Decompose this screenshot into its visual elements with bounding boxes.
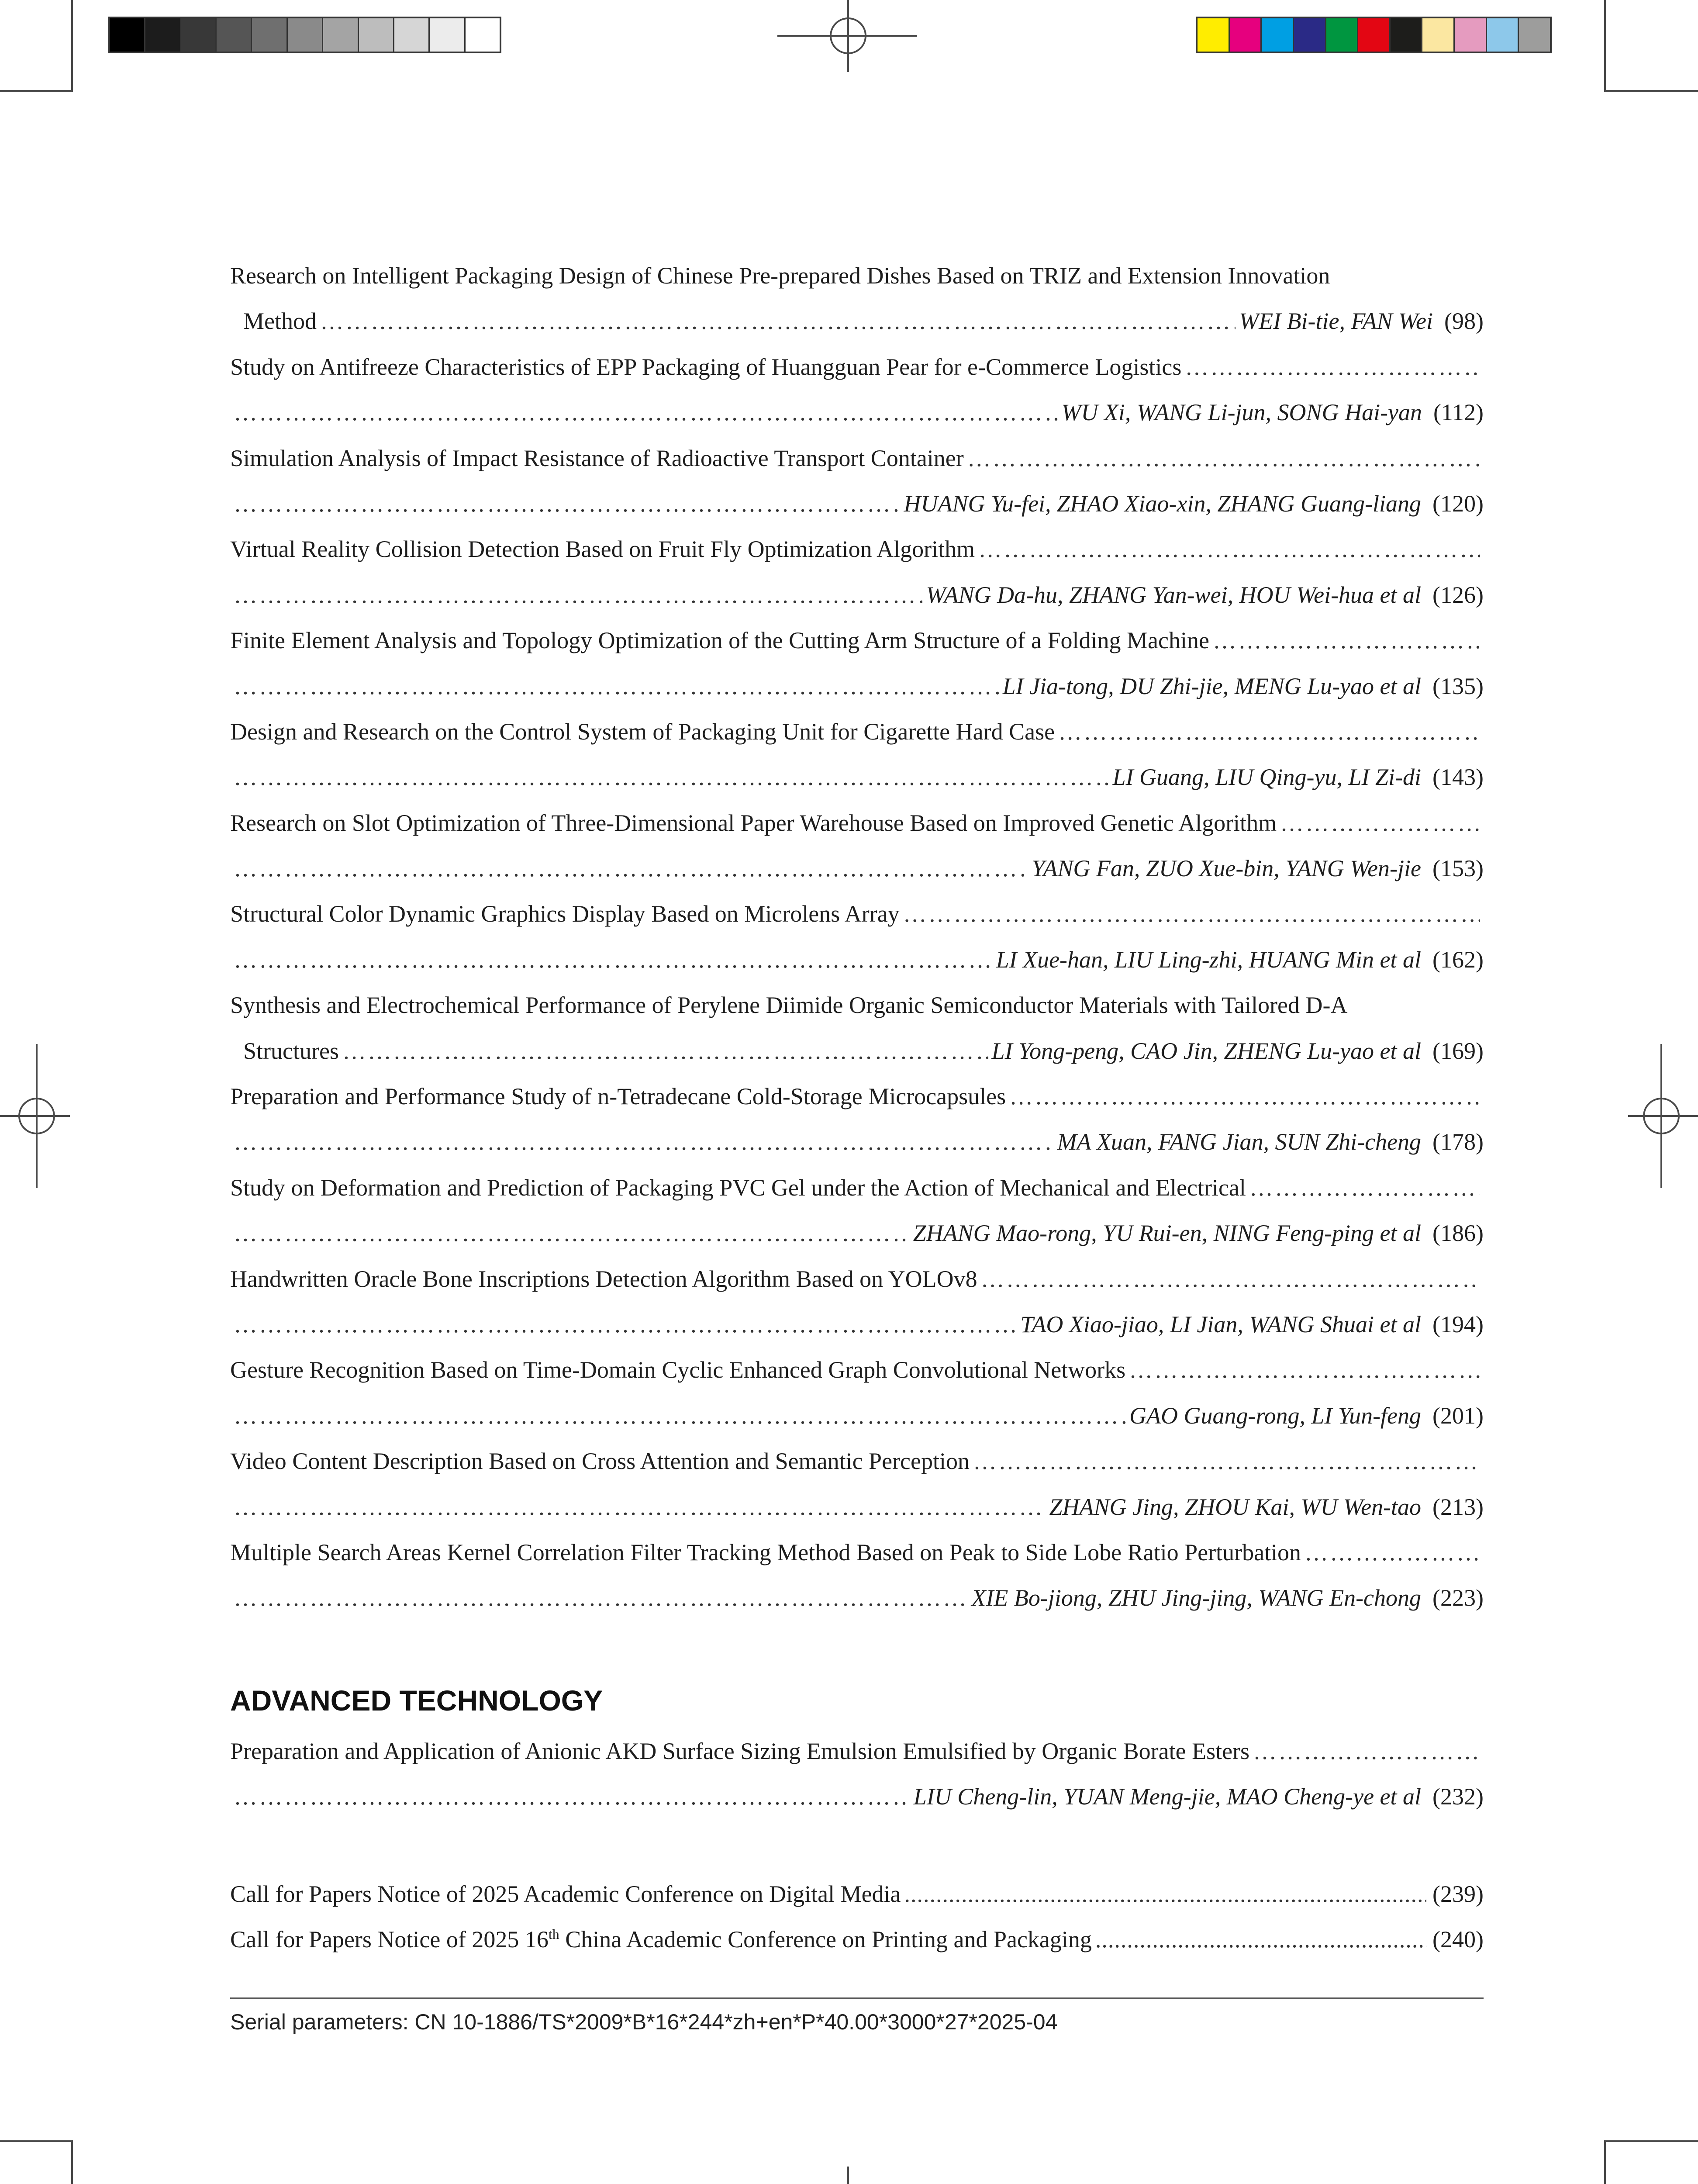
cfp-line (230, 1880, 1484, 1926)
crop-mark (0, 90, 73, 92)
entry-title: Study on Deformation and Prediction of Packaging PVC Gel under the Action of Mechanical and Electrical (230, 1174, 1246, 1201)
entry-authors: LI Guang, LIU Qing-yu, LI Zi-di (1112, 764, 1422, 791)
color-swatch (1262, 18, 1294, 52)
cfp-line (230, 1926, 1484, 1971)
leader-dots (234, 490, 901, 517)
entry-author-line (230, 764, 1484, 809)
gray-calibration-strip (108, 17, 501, 53)
entry-authors: TAO Xiao-jiao, LI Jian, WANG Shuai et al (1020, 1311, 1422, 1337)
leader-dots (1058, 718, 1480, 745)
entry-title: Multiple Search Areas Kernel Correlation Filter Tracking Method Based on Peak to Side Lobe Ratio Perturbation (230, 1539, 1301, 1565)
crop-mark (1604, 0, 1606, 92)
entry-title-line (230, 1539, 1484, 1584)
leader-dots (234, 764, 1109, 791)
leader-dots (234, 1220, 910, 1247)
toc-entry (230, 1265, 1484, 1357)
entry-author-line (230, 308, 1484, 353)
toc-entry (230, 536, 1484, 627)
entry-page: (186) (1432, 1220, 1484, 1247)
entry-page: (98) (1444, 308, 1484, 335)
entry-title: Video Content Description Based on Cross Attention and Semantic Perception (230, 1448, 970, 1475)
entry-title-line (230, 900, 1484, 946)
advanced-technology-list (230, 1738, 1484, 1829)
entry-author-line (230, 1128, 1484, 1174)
entry-page: (135) (1432, 673, 1484, 699)
entry-author-line (230, 1220, 1484, 1265)
entry-authors: WEI Bi-tie, FAN Wei (1239, 308, 1433, 335)
entry-title-line (230, 1174, 1484, 1220)
entry-authors: GAO Guang-rong, LI Yun-feng (1129, 1402, 1422, 1429)
entry-author-line (230, 1402, 1484, 1448)
entry-page: (194) (1432, 1311, 1484, 1337)
entry-title: Synthesis and Electrochemical Performance of Perylene Diimide Organic Semiconductor Materials with Tailored D-A (230, 992, 1348, 1019)
divider (230, 1997, 1484, 1999)
toc-entry (230, 1356, 1484, 1448)
color-swatch (1487, 18, 1519, 52)
crop-mark (1604, 2140, 1606, 2184)
entry-author-line (230, 1584, 1484, 1630)
entry-authors: LIU Cheng-lin, YUAN Meng-jie, MAO Cheng-ye et al (913, 1783, 1422, 1810)
entry-authors: ZHANG Jing, ZHOU Kai, WU Wen-tao (1049, 1493, 1422, 1520)
leader-dots (234, 855, 1028, 882)
toc-entry (230, 1174, 1484, 1265)
entry-title: Finite Element Analysis and Topology Optimization of the Cutting Arm Structure of a Folding Machine (230, 627, 1209, 654)
leader-dots (967, 445, 1480, 472)
entry-title-line (230, 353, 1484, 399)
color-swatch (217, 18, 252, 52)
color-swatch (288, 18, 323, 52)
leader-dots (1009, 1083, 1480, 1110)
entry-page: (153) (1432, 855, 1484, 882)
leader-dots (234, 1311, 1017, 1338)
color-swatch (252, 18, 287, 52)
entry-title: Gesture Recognition Based on Time-Domain Cyclic Enhanced Graph Convolutional Networks (230, 1357, 1126, 1383)
crop-mark (1604, 2140, 1698, 2142)
entry-page: (223) (1432, 1585, 1484, 1611)
entry-title: Virtual Reality Collision Detection Based on Fruit Fly Optimization Algorithm (230, 536, 975, 563)
entry-title-continued: Method (243, 308, 317, 335)
entry-title-line (230, 992, 1484, 1037)
leader-dots (973, 1448, 1480, 1475)
cfp-title (230, 1880, 901, 1908)
entry-title: Handwritten Oracle Bone Inscriptions Detection Algorithm Based on YOLOv8 (230, 1265, 977, 1292)
leader-dots (1185, 353, 1480, 380)
entry-authors: LI Yong-peng, CAO Jin, ZHENG Lu-yao et al (991, 1037, 1422, 1064)
entry-title-line (230, 1356, 1484, 1402)
leader-dots (234, 1128, 1054, 1155)
entry-author-line (230, 946, 1484, 992)
cfp-ordinal: th (548, 1926, 559, 1942)
leader-dots (1280, 809, 1480, 836)
crop-mark (71, 2140, 73, 2184)
entry-page: (178) (1432, 1129, 1484, 1155)
toc-entry (230, 1448, 1484, 1539)
leader-dots (234, 581, 922, 608)
leader-dots (1095, 1926, 1426, 1953)
color-swatch (466, 18, 500, 52)
cfp-title-text: Call for Papers Notice of 2025 16 (230, 1926, 549, 1953)
section-title: ADVANCED TECHNOLOGY (230, 1684, 603, 1717)
leader-dots (342, 1037, 988, 1064)
cfp-title (230, 1926, 1092, 1953)
entry-title-line (230, 1448, 1484, 1493)
entry-title-line (230, 627, 1484, 672)
leader-dots (234, 1584, 968, 1611)
entry-page: (169) (1432, 1037, 1484, 1064)
entry-title: Study on Antifreeze Characteristics of EPP Packaging of Huangguan Pear for e-Commerce Logistics (230, 353, 1182, 380)
leader-dots (1213, 627, 1480, 654)
toc-entry (230, 353, 1484, 445)
entry-author-line (230, 1311, 1484, 1356)
entry-title: Research on Intelligent Packaging Design of Chinese Pre-prepared Dishes Based on TRIZ and Extension Innovation (230, 263, 1330, 289)
toc-entry (230, 627, 1484, 718)
cfp-title-text: Call for Papers Notice of 2025 Academic Conference on Digital Media (230, 1881, 901, 1907)
entry-author-line (230, 581, 1484, 627)
color-swatch (1326, 18, 1359, 52)
entry-author-line (230, 399, 1484, 444)
leader-dots (1305, 1539, 1480, 1566)
crop-mark (0, 2140, 73, 2142)
toc-entry (230, 1738, 1484, 1829)
table-of-contents (230, 262, 1484, 1630)
color-swatch (1230, 18, 1262, 52)
entry-authors: YANG Fan, ZUO Xue-bin, YANG Wen-jie (1032, 855, 1422, 882)
leader-dots (978, 536, 1480, 563)
entry-title-line (230, 1083, 1484, 1128)
entry-author-line (230, 490, 1484, 536)
leader-dots (234, 399, 1058, 426)
leader-dots (234, 1493, 1046, 1521)
entry-author-line (230, 1783, 1484, 1828)
entry-title-line (230, 809, 1484, 855)
entry-title-continued: Structures (243, 1037, 339, 1064)
leader-dots (981, 1265, 1480, 1292)
color-swatch (394, 18, 430, 52)
entry-title: Structural Color Dynamic Graphics Display Based on Microlens Array (230, 901, 900, 927)
entry-title-line (230, 536, 1484, 581)
toc-entry (230, 718, 1484, 809)
entry-title-line (230, 445, 1484, 490)
color-calibration-strip (1196, 17, 1552, 53)
entry-title: Research on Slot Optimization of Three-Dimensional Paper Warehouse Based on Improved Genetic Algorithm (230, 809, 1277, 836)
color-swatch (1519, 18, 1550, 52)
entry-page: (120) (1432, 490, 1484, 517)
entry-title: Design and Research on the Control System of Packaging Unit for Cigarette Hard Case (230, 718, 1055, 745)
entry-authors: HUANG Yu-fei, ZHAO Xiao-xin, ZHANG Guang-liang (904, 490, 1422, 517)
color-swatch (430, 18, 465, 52)
toc-entry (230, 445, 1484, 536)
crop-mark (1604, 90, 1698, 92)
color-swatch (1455, 18, 1487, 52)
leader-dots (1253, 1738, 1480, 1765)
entry-author-line (230, 1493, 1484, 1539)
entry-title-line (230, 262, 1484, 308)
entry-authors: XIE Bo-jiong, ZHU Jing-jing, WANG En-chong (971, 1585, 1422, 1611)
entry-title: Preparation and Application of Anionic AKD Surface Sizing Emulsion Emulsified by Organic Borate Esters (230, 1738, 1250, 1764)
cfp-page: (240) (1432, 1926, 1484, 1953)
entry-authors: ZHANG Mao-rong, YU Rui-en, NING Feng-ping et al (913, 1220, 1422, 1247)
cfp-page: (239) (1432, 1881, 1484, 1907)
toc-entry (230, 262, 1484, 353)
color-swatch (110, 18, 145, 52)
leader-dots (234, 1402, 1126, 1429)
toc-entry (230, 1083, 1484, 1174)
toc-entry (230, 809, 1484, 901)
call-for-papers-list (230, 1880, 1484, 1972)
entry-page: (232) (1432, 1783, 1484, 1810)
crop-mark (71, 0, 73, 92)
color-swatch (323, 18, 359, 52)
entry-author-line (230, 1037, 1484, 1083)
leader-dots (234, 1783, 910, 1810)
color-swatch (1422, 18, 1455, 52)
color-swatch (1198, 18, 1230, 52)
entry-title-line (230, 718, 1484, 764)
leader-dots (904, 1880, 1427, 1908)
cfp-title-text: China Academic Conference on Printing and Packaging (559, 1926, 1092, 1953)
leader-dots (1129, 1356, 1480, 1383)
color-swatch (359, 18, 394, 52)
color-swatch (181, 18, 217, 52)
leader-dots (903, 900, 1480, 927)
entry-page: (112) (1433, 399, 1484, 426)
entry-author-line (230, 855, 1484, 900)
leader-dots (320, 308, 1236, 335)
toc-entry (230, 900, 1484, 992)
color-swatch (145, 18, 181, 52)
color-swatch (1294, 18, 1326, 52)
entry-authors: LI Jia-tong, DU Zhi-jie, MENG Lu-yao et al (1002, 673, 1422, 699)
entry-page: (126) (1432, 581, 1484, 608)
entry-page: (213) (1432, 1493, 1484, 1520)
entry-page: (201) (1432, 1402, 1484, 1429)
entry-author-line (230, 673, 1484, 718)
entry-authors: WANG Da-hu, ZHANG Yan-wei, HOU Wei-hua et al (926, 581, 1422, 608)
entry-authors: LI Xue-han, LIU Ling-zhi, HUANG Min et al (996, 946, 1422, 973)
serial-parameters: Serial parameters: CN 10-1886/TS*2009*B*16*244*zh+en*P*40.00*3000*27*2025-04 (230, 2010, 1058, 2034)
toc-entry (230, 1539, 1484, 1630)
entry-title-line (230, 1265, 1484, 1311)
entry-title: Simulation Analysis of Impact Resistance of Radioactive Transport Container (230, 445, 964, 471)
toc-entry (230, 992, 1484, 1083)
leader-dots (234, 946, 993, 973)
leader-dots (234, 673, 999, 700)
leader-dots (1249, 1174, 1480, 1201)
entry-title-line (230, 1738, 1484, 1783)
entry-authors: MA Xuan, FANG Jian, SUN Zhi-cheng (1057, 1129, 1422, 1155)
entry-title: Preparation and Performance Study of n-Tetradecane Cold-Storage Microcapsules (230, 1083, 1006, 1110)
entry-page: (143) (1432, 764, 1484, 791)
entry-authors: WU Xi, WANG Li-jun, SONG Hai-yan (1061, 399, 1422, 426)
color-swatch (1391, 18, 1423, 52)
color-swatch (1358, 18, 1391, 52)
entry-page: (162) (1432, 946, 1484, 973)
